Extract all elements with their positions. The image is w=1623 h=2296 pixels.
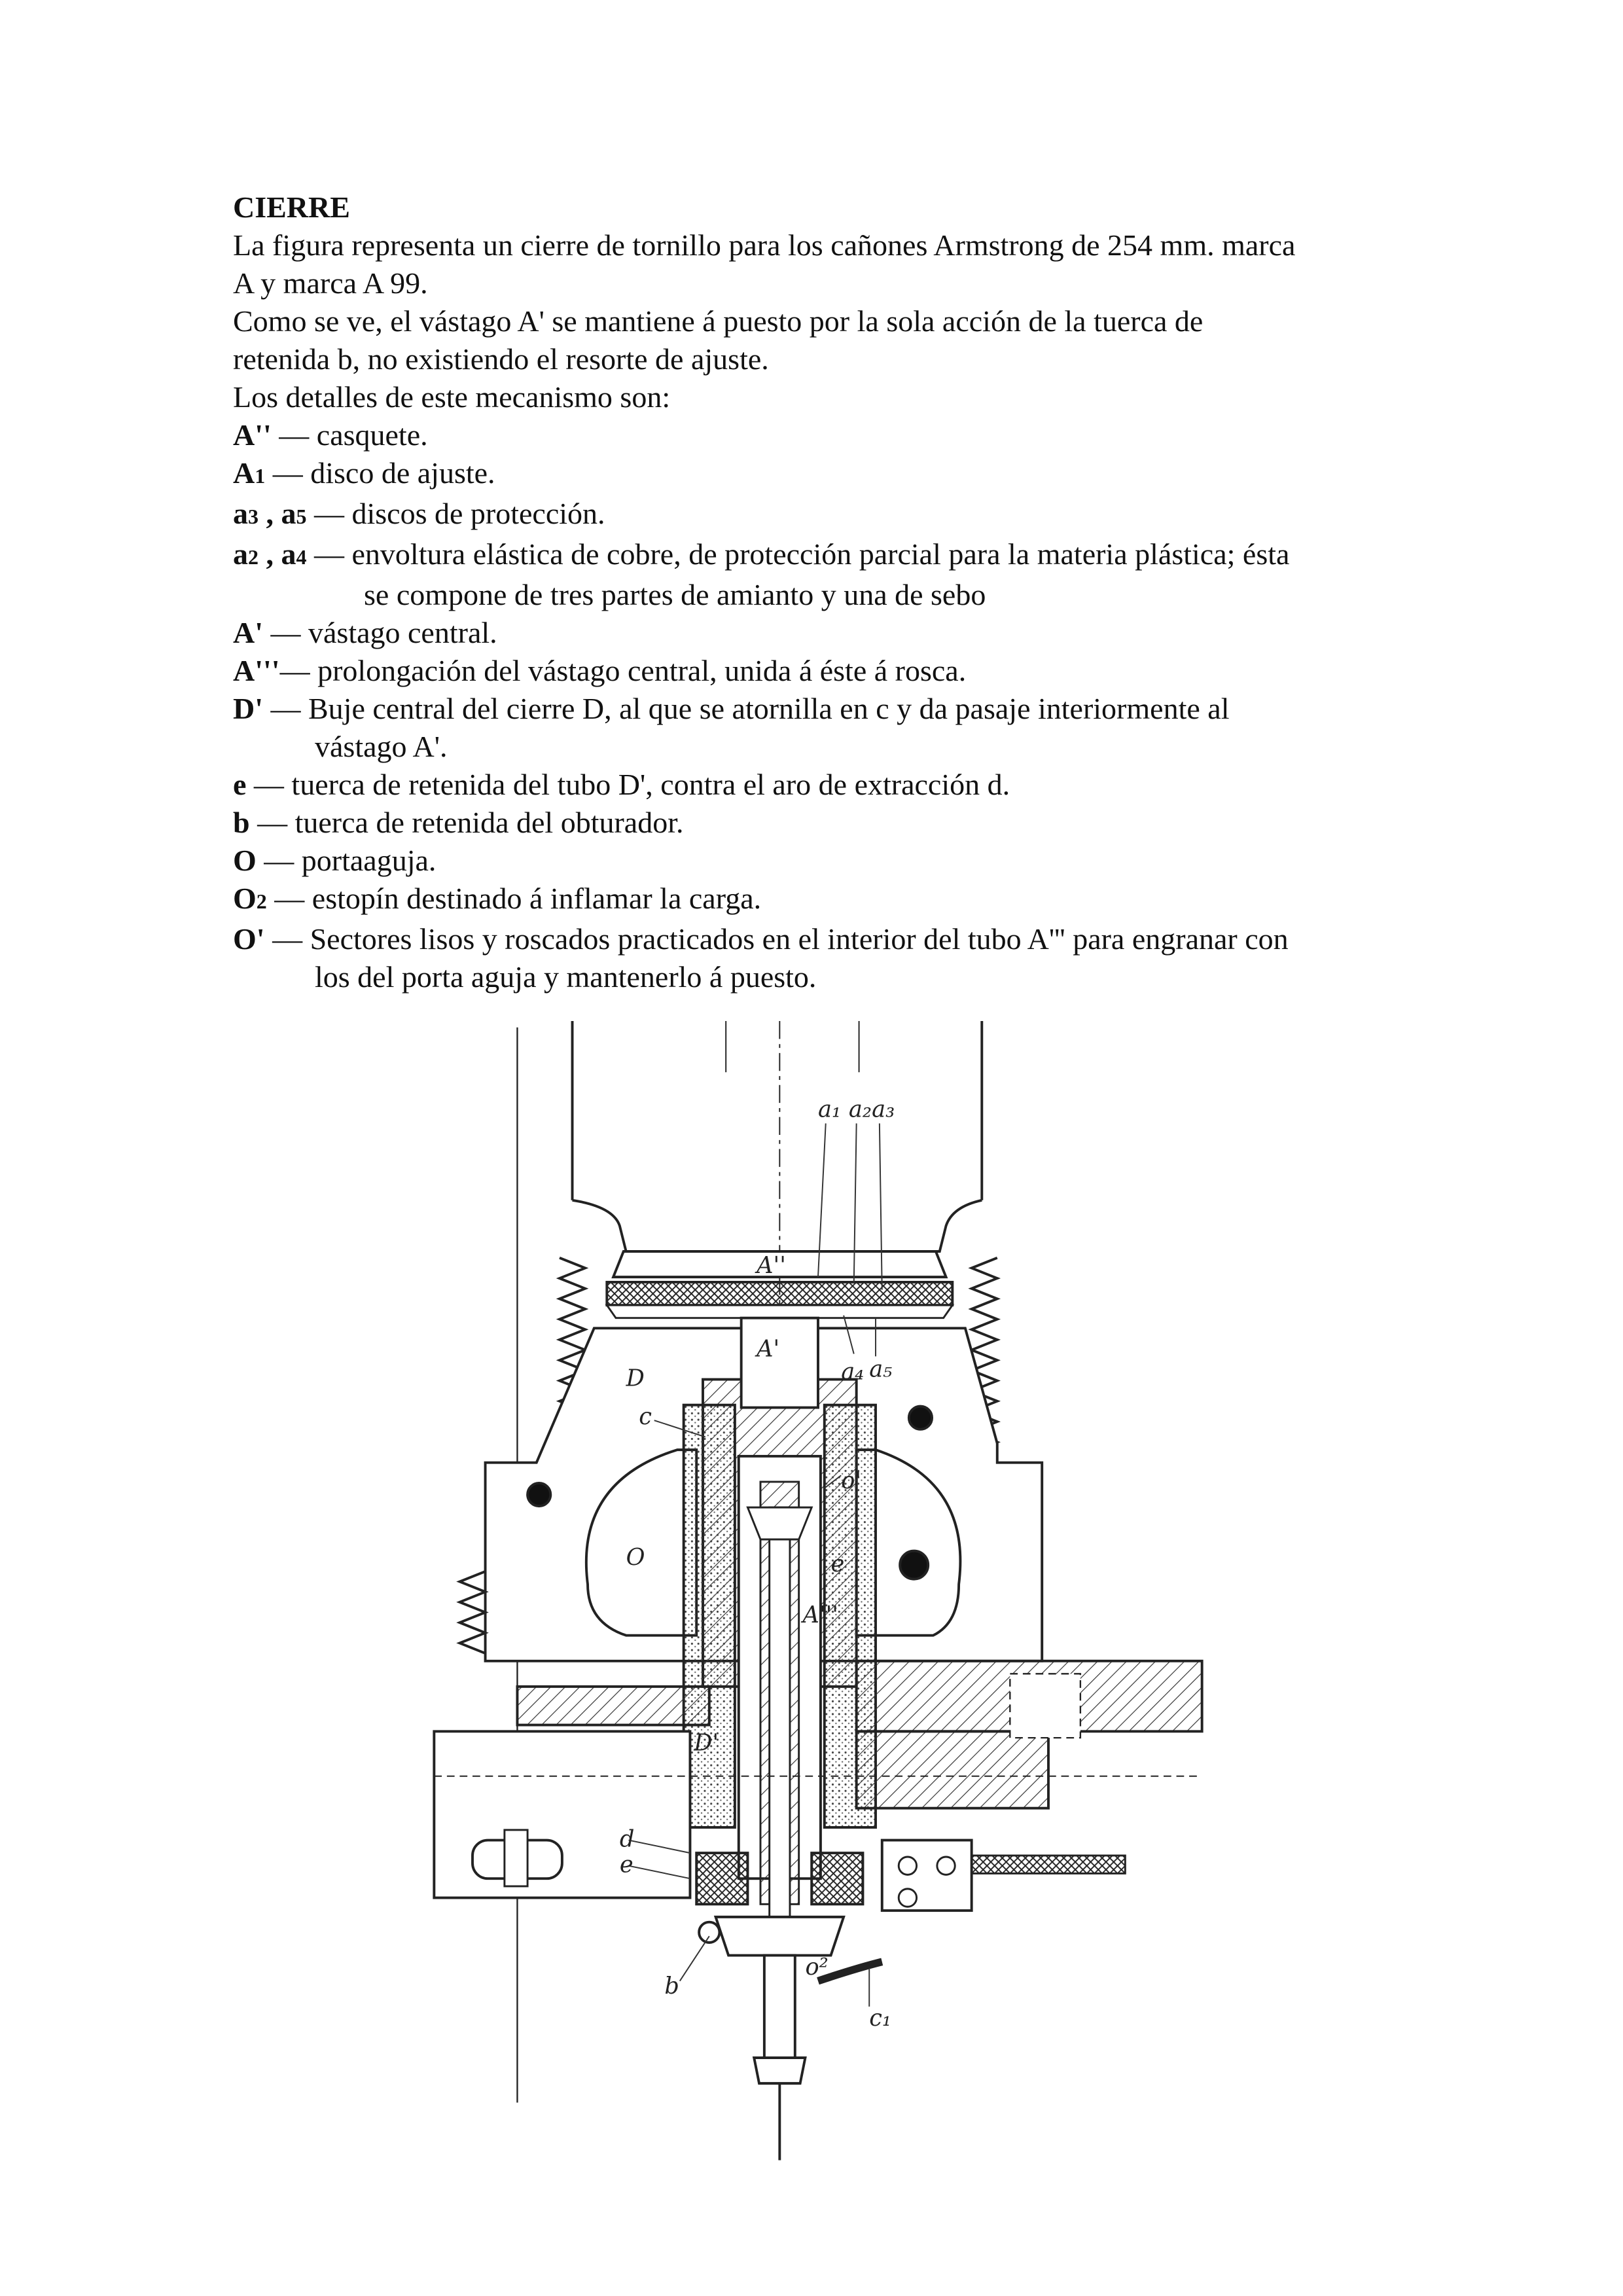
label-D: D — [626, 1365, 645, 1392]
breech-mechanism-drawing — [432, 1021, 1204, 2173]
label-c1: c₁ — [869, 2005, 892, 2032]
label-a1: a₁ — [818, 1096, 842, 1123]
legend-item-continuation: se compone de tres partes de amianto y una de sebo — [364, 578, 986, 611]
intro-line: La figura representa un cierre de tornillo para los cañones Armstrong de 254 mm. marca — [233, 228, 1296, 262]
legend-item: A' — vástago central. — [233, 616, 497, 649]
label-o-prime: o' — [841, 1467, 862, 1494]
legend-item: A'''— prolongación del vástago central, unida á éste á rosca. — [233, 654, 967, 687]
legend-item: a3 , a5 — discos de protección. — [233, 497, 605, 530]
label-A-triple-prime: A''' — [802, 1602, 838, 1629]
intro-line: A y marca A 99. — [233, 266, 428, 300]
section-title: CIERRE — [233, 190, 350, 224]
intro-line: Los detalles de este mecanismo son: — [233, 380, 671, 414]
legend-item: D' — Buje central del cierre D, al que se atornilla en c y da pasaje interiormente al — [233, 692, 1230, 725]
legend-item: O2 — estopín destinado á inflamar la carga. — [233, 882, 762, 915]
label-a3: a₃ — [872, 1096, 895, 1123]
legend-item: a2 , a4 — envoltura elástica de cobre, de protección parcial para la materia plástica; ésta — [233, 537, 1290, 571]
technical-drawing — [432, 1021, 1204, 2173]
legend-item: O' — Sectores lisos y roscados practicados en el interior del tubo A''' para engranar con — [233, 922, 1289, 956]
label-a4: a₄ — [841, 1358, 865, 1386]
label-b: b — [664, 1973, 679, 2000]
label-o2: o² — [805, 1953, 829, 1981]
label-D-prime: D' — [694, 1729, 719, 1757]
legend-item: A'' — casquete. — [233, 418, 428, 452]
label-c: c — [639, 1403, 652, 1430]
legend-item-continuation: vástago A'. — [315, 730, 448, 763]
legend-item-continuation: los del porta aguja y mantenerlo á puesto. — [315, 960, 817, 994]
legend-item: A1 — disco de ajuste. — [233, 456, 495, 490]
intro-line: retenida b, no existiendo el resorte de ajuste. — [233, 342, 769, 376]
label-a5: a₅ — [869, 1355, 893, 1383]
label-e-upper: e — [830, 1550, 845, 1577]
label-A-double-prime: A'' — [757, 1252, 786, 1280]
label-A-prime: A' — [757, 1335, 780, 1363]
legend-item: e — tuerca de retenida del tubo D', contra el aro de extracción d. — [233, 768, 1010, 801]
label-O: O — [626, 1544, 645, 1571]
legend-item: O — portaaguja. — [233, 844, 437, 877]
legend-item: b — tuerca de retenida del obturador. — [233, 806, 684, 839]
intro-line: Como se ve, el vástago A' se mantiene á puesto por la sola acción de la tuerca de — [233, 304, 1204, 338]
label-a2: a₂ — [848, 1096, 872, 1123]
label-d: d — [619, 1825, 635, 1853]
document-text — [233, 188, 1411, 996]
label-e-lower: e — [619, 1851, 633, 1878]
